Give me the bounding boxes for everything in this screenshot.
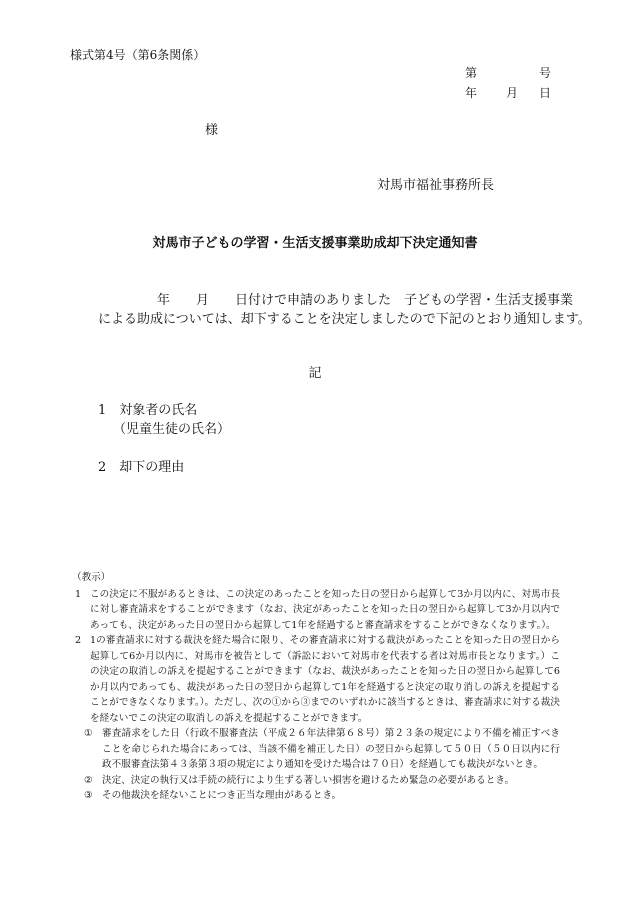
- item-target-name: 1 対象者の氏名: [98, 403, 198, 418]
- instruction-text: 1の審査請求に対する裁決を経た場合に限り、その審査請求に対する裁決があったことを知った日の翌日から起算して6か月以内に、対馬市を被告として（訴訟において対馬市を代表する者は対馬市長となります。）この決定の取消しの訴えを提起することができます（なお、裁決があったことを知った日の翌日から起算して6か月以内であっても、裁決があった日の翌日から起算して1年を経過すると決定の取り消しの訴えを提起することができなくなります。）。ただし、次の①から③までのいずれかに該当するときは、審査請求に対する裁決を経ないでこの決定の取消しの訴えを提起することができます。: [90, 635, 560, 724]
- item-target-name-sub: （児童生徒の氏名）: [113, 422, 231, 437]
- number-suffix: 号: [538, 66, 551, 80]
- subitem-number: ③: [84, 790, 93, 801]
- date-month: 月: [506, 86, 519, 100]
- document-title: 対馬市子どもの学習・生活支援事業助成却下決定通知書: [152, 236, 478, 251]
- subitem-text: その他裁決を経ないことにつき正当な理由があるとき。: [102, 790, 342, 801]
- instructions-section: [72, 570, 560, 804]
- instruction-subitem-2: [72, 773, 560, 789]
- ki-marker: 記: [308, 366, 322, 381]
- instruction-subitem-3: [72, 788, 560, 804]
- item-rejection-reason: 2 却下の理由: [98, 460, 185, 475]
- body-text-line-2: による助成については、却下することを決定しましたので下記のとおり通知します。: [98, 312, 591, 327]
- body-text-line-1: 年 月 日付けで申請のありました 子どもの学習・生活支援事業: [157, 293, 574, 308]
- subitem-text: 審査請求をした日（行政不服審査法（平成２６年法律第６８号）第２３条の規定により不備を補正すべきことを命じられた場合にあっては、当該不備を補正した日）の翌日から起算して５０日（５０日以内に行政不服審査法第４３条第３項の規定により通知を受けた場合は７０日）を経過しても裁決がないとき。: [102, 728, 560, 770]
- sender-name: 対馬市福祉事務所長: [377, 178, 495, 193]
- instruction-subitem-1: [72, 726, 560, 773]
- document-number: [465, 66, 551, 80]
- instruction-number: 2: [75, 635, 82, 646]
- subitem-number: ②: [84, 774, 93, 786]
- date-year: 年: [465, 86, 478, 100]
- instruction-item-2: [72, 633, 560, 726]
- instruction-text: この決定に不服があるときは、この決定のあったことを知った日の翌日から起算して3か月以内に、対馬市長に対し審査請求をすることができます（なお、決定があったことを知った日の翌日から起算して3か月以内であっても、決定があった日の翌日から起算して1年を経過すると審査請求をすることができなくなります。）。: [90, 588, 560, 631]
- number-prefix: 第: [465, 66, 478, 80]
- instruction-number: 1: [75, 588, 82, 600]
- date-day: 日: [538, 86, 551, 100]
- form-number: 様式第4号（第6条関係）: [70, 48, 206, 62]
- addressee-honorific: 様: [205, 123, 219, 138]
- instruction-item-1: [72, 587, 560, 634]
- subitem-text: 決定、決定の執行又は手続の続行により生ずる著しい損害を避けるため緊急の必要があるとき。: [102, 774, 515, 786]
- subitem-number: ①: [84, 728, 93, 739]
- instructions-heading: （教示）: [72, 572, 111, 583]
